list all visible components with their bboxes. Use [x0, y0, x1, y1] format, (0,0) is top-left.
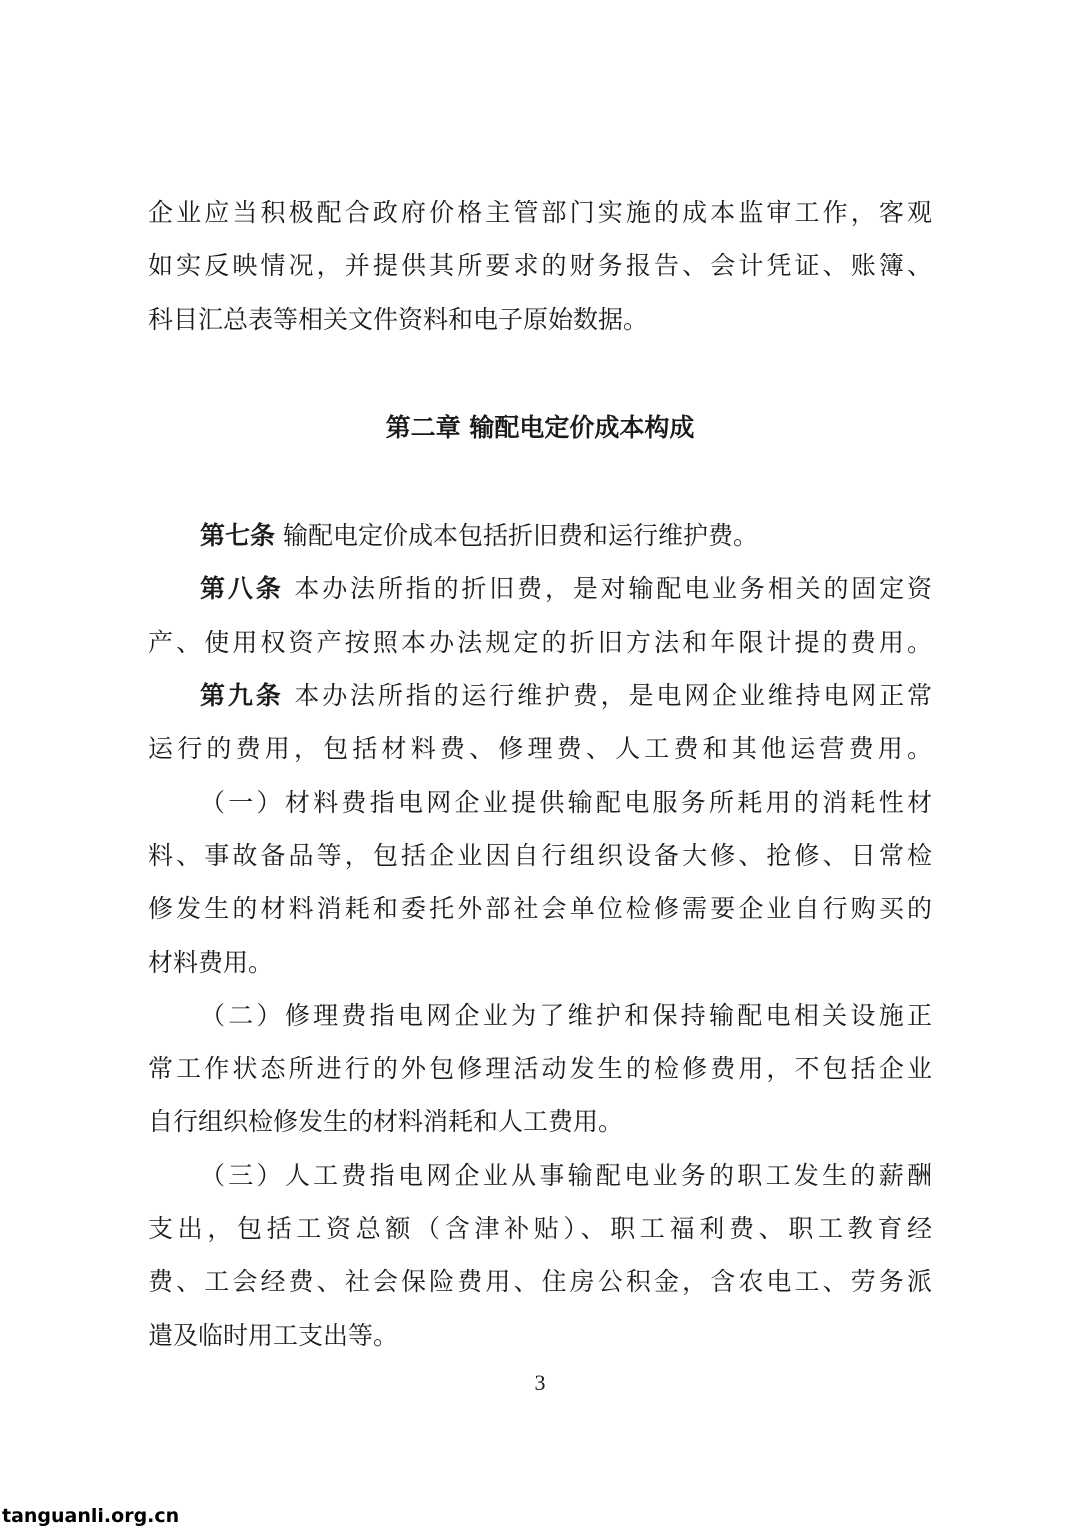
article-text: 输配电定价成本包括折旧费和运行维护费。 — [275, 521, 758, 551]
paragraph-line: （三）人工费指电网企业从事输配电业务的职工发生的薪酬 — [200, 1160, 932, 1190]
paragraph-line: 常工作状态所进行的外包修理活动发生的检修费用，不包括企业 — [148, 1054, 932, 1084]
paragraph-line: （一）材料费指电网企业提供输配电服务所耗用的消耗性材 — [200, 787, 932, 817]
paragraph-line: 产、使用权资产按照本办法规定的折旧方法和年限计提的费用。 — [148, 627, 932, 657]
paragraph-line: （二）修理费指电网企业为了维护和保持输配电相关设施正 — [200, 1000, 932, 1030]
paragraph-line: 费、工会经费、社会保险费用、住房公积金，含农电工、劳务派 — [148, 1267, 932, 1297]
article-text: 本办法所指的运行维护费，是电网企业维持电网正常 — [283, 681, 932, 711]
article-8 — [148, 562, 932, 615]
document-page — [148, 186, 932, 1362]
paragraph-line: 料、事故备品等，包括企业因自行组织设备大修、抢修、日常检 — [148, 840, 932, 870]
page-number: 3 — [534, 1370, 546, 1395]
article-lead: 第八条 — [200, 574, 284, 604]
paragraph-line: 支出，包括工资总额（含津补贴）、职工福利费、职工教育经 — [148, 1214, 932, 1244]
paragraph-line: 运行的费用，包括材料费、修理费、人工费和其他运营费用。 — [148, 734, 932, 764]
paragraph-line: 自行组织检修发生的材料消耗和人工费用。 — [148, 1107, 624, 1137]
paragraph-line: 材料费用。 — [148, 947, 274, 977]
chapter-heading: 第二章 输配电定价成本构成 — [385, 412, 695, 442]
paragraph-line: 遣及临时用工支出等。 — [148, 1320, 399, 1350]
paragraph-line: 修发生的材料消耗和委托外部社会单位检修需要企业自行购买的 — [148, 894, 932, 924]
article-text: 本办法所指的折旧费，是对输配电业务相关的固定资 — [283, 574, 932, 604]
paragraph-line: 科目汇总表等相关文件资料和电子原始数据。 — [148, 304, 649, 334]
article-lead: 第九条 — [200, 681, 284, 711]
article-7 — [148, 509, 932, 562]
watermark: tanguanli.org.cn — [2, 1505, 180, 1527]
article-9 — [148, 669, 932, 722]
paragraph-line: 企业应当积极配合政府价格主管部门实施的成本监审工作，客观 — [148, 198, 932, 227]
article-lead: 第七条 — [200, 521, 276, 551]
paragraph-line: 如实反映情况，并提供其所要求的财务报告、会计凭证、账簿、 — [148, 251, 932, 281]
